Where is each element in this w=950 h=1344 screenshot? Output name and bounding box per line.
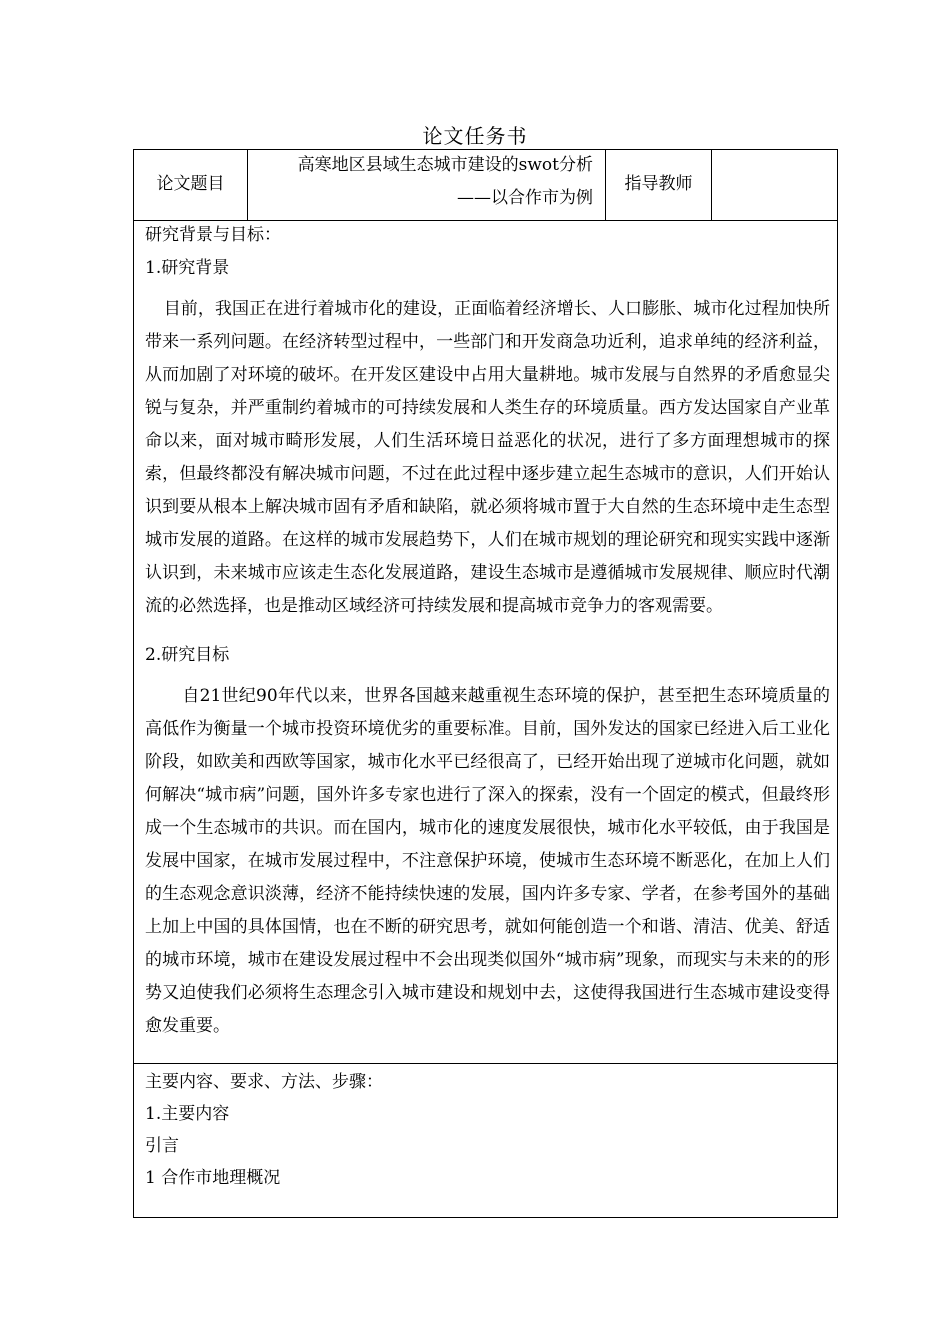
- topic-label: 论文题目: [156, 174, 225, 194]
- objective-paragraph: 自21世纪90年代以来，世界各国越来越重视生态环境的保护，甚至把生态环境质量的高低作为衡量一个城市投资环境优劣的重要标准。目前，国外发达的国家已经进入后工业化阶段，如欧美和西欧等国家，城市化水平已经很高了，已经开始出现了逆城市化问题，就如何解决“城市病”问题，国外许多专家也进行了深入的探索，没有一个固定的模式，但最终形成一个生态城市的共识。而在国内，城市化的速度发展很快，城市化水平较低，由于我国是发展中国家，在城市发展过程中，不注意保护环境，使城市生态环境不断恶化，在加上人们的生态观念意识淡薄，经济不能持续快速的发展，国内许多专家、学者，在参考国外的基础上加上中国的具体国情，也在不断的研究思考，就如何能创造一个和谐、清洁、优美、舒适的城市环境，城市在建设发展过程中不会出现类似国外“城市病”现象，而现实与未来的的形势又迫使我们必须将生态理念引入城市建设和规划中去，这使得我国进行生态城市建设变得愈发重要。: [145, 686, 830, 1036]
- header-row: [134, 150, 837, 221]
- advisor-label: 指导教师: [624, 174, 693, 194]
- document-title: 论文任务书: [422, 124, 528, 148]
- content-section: [134, 1063, 837, 1217]
- background-section: [134, 220, 837, 1064]
- content-subheading: 1.主要内容: [145, 1104, 230, 1124]
- content-item-intro: 引言: [145, 1136, 179, 1156]
- topic-title-line1: 高寒地区县域生态城市建设的swot分析: [297, 155, 593, 175]
- topic-label-cell: [134, 150, 248, 220]
- background-heading: 研究背景与目标：: [145, 225, 281, 245]
- background-subheading: 1.研究背景: [145, 258, 230, 278]
- background-paragraph: 目前，我国正在进行着城市化的建设，正面临着经济增长、人口膨胀、城市化过程加快所带来一系列问题。在经济转型过程中，一些部门和开发商急功近利，追求单纯的经济利益，从而加剧了对环境的破坏。在开发区建设中占用大量耕地。城市发展与自然界的矛盾愈显尖锐与复杂，并严重制约着城市的可持续发展和人类生存的环境质量。西方发达国家自产业革命以来，面对城市畸形发展，人们生活环境日益恶化的状况，进行了多方面理想城市的探索，但最终都没有解决城市问题，不过在此过程中逐步建立起生态城市的意识，人们开始认识到要从根本上解决城市固有矛盾和缺陷，就必须将城市置于大自然的生态环境中走生态型城市发展的道路。在这样的城市发展趋势下，人们在城市规划的理论研究和现实实践中逐渐认识到，未来城市应该走生态化发展道路，建设生态城市是遵循城市发展规律、顺应时代潮流的必然选择，也是推动区域经济可持续发展和提高城市竞争力的客观需要。: [145, 299, 830, 616]
- content-heading: 主要内容、要求、方法、步骤：: [145, 1072, 383, 1092]
- topic-value-cell: [248, 150, 606, 220]
- advisor-value-cell: [712, 150, 837, 220]
- task-table: [133, 149, 838, 1218]
- topic-title-line2: ——以合作市为例: [457, 188, 593, 208]
- content-item-geography: 1 合作市地理概况: [145, 1168, 281, 1188]
- advisor-label-cell: [606, 150, 712, 220]
- objective-subheading: 2.研究目标: [145, 645, 230, 665]
